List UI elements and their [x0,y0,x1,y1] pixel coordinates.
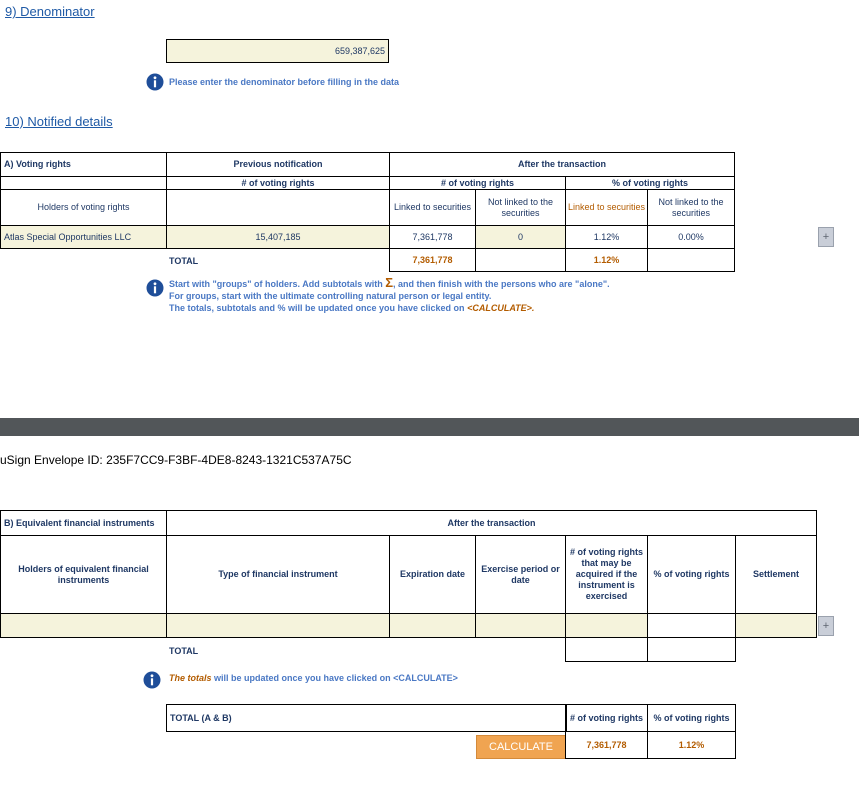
linked-header: Linked to securities [389,189,476,226]
total-ab-pct-value: 1.12% [647,731,736,759]
total-ab-label: TOTAL (A & B) [166,704,567,732]
equivalent-instruments-label: B) Equivalent financial instruments [0,510,167,536]
pct-linked-header: Linked to securities [565,189,648,226]
prev-voting-rights-cell[interactable]: 15,407,185 [166,225,390,249]
b-holder-input[interactable] [0,613,167,638]
b-type-input[interactable] [166,613,390,638]
section-10-title: 10) Notified details [5,114,113,129]
holders-header: Holders of voting rights [0,189,167,226]
linked-voting-rights-cell: 7,361,778 [389,225,476,249]
b-note-text: will be updated once you have clicked on <CALCULATE> [214,673,458,683]
sigma-icon: Σ [385,275,394,290]
b-holders-header: Holders of equivalent financial instruments [0,535,167,614]
b-pct-vr-header: % of voting rights [647,535,736,614]
pct-linked-cell: 1.12% [565,225,648,249]
note-line3-a: The totals, subtotals and % will be updated once you have clicked on [169,303,465,313]
info-icon [146,73,164,91]
total-ab-num-header: # of voting rights [565,704,648,732]
b-acquirable-input[interactable] [565,613,648,638]
instructions-note [169,277,610,314]
note-line2: For groups, start with the ultimate controlling natural person or legal entity. [169,291,492,301]
info-icon [146,279,164,297]
settlement-header: Settlement [735,535,817,614]
total-linked-cell: 7,361,778 [389,248,476,272]
total-pct-linked-cell: 1.12% [565,248,648,272]
b-expiry-input[interactable] [389,613,476,638]
b-exercise-input[interactable] [475,613,566,638]
section-9-title: 9) Denominator [5,4,95,19]
pct-not-linked-header: Not linked to the securities [647,189,735,226]
add-row-button[interactable]: + [818,227,834,247]
prev-num-vr-header: # of voting rights [166,176,390,190]
denominator-note: Please enter the denominator before filling in the data [169,77,400,87]
total-not-linked-cell [475,248,566,272]
calculate-button[interactable]: CALCULATE [476,735,566,759]
total-ab-num-value: 7,361,778 [565,731,648,759]
exercise-period-header: Exercise period or date [475,535,566,614]
b-pct-cell [647,613,736,638]
calculate-ref: <CALCULATE>. [467,303,535,313]
expiration-date-header: Expiration date [389,535,476,614]
b-totals-note [169,672,458,684]
prev-empty-header [166,189,390,226]
not-linked-voting-rights-cell[interactable]: 0 [475,225,566,249]
holder-name-cell[interactable]: Atlas Special Opportunities LLC [0,225,167,249]
pct-not-linked-cell: 0.00% [647,225,735,249]
after-num-vr-header: # of voting rights [389,176,566,190]
previous-notification-header: Previous notification [166,152,390,177]
b-total-acquirable-cell [565,637,648,662]
note-line1-b: , and then finish with the persons who are "alone". [393,279,610,289]
after-transaction-header: After the transaction [389,152,735,177]
page-separator [0,418,859,436]
add-row-button[interactable]: + [818,616,834,636]
voting-rights-label: A) Voting rights [0,152,167,177]
instrument-type-header: Type of financial instrument [166,535,390,614]
b-settlement-input[interactable] [735,613,817,638]
denominator-input[interactable]: 659,387,625 [166,39,389,63]
b-after-transaction-header: After the transaction [166,510,817,536]
after-pct-vr-header: % of voting rights [565,176,735,190]
acquirable-vr-header: # of voting rights that may be acquired if the instrument is exercised [565,535,648,614]
envelope-id: uSign Envelope ID: 235F7CC9-F3BF-4DE8-8243-1321C537A75C [0,453,352,467]
totals-word: The totals [169,673,212,683]
b-total-pct-cell [647,637,736,662]
header-spacer [0,176,167,190]
total-ab-pct-header: % of voting rights [647,704,736,732]
total-label: TOTAL [169,256,199,266]
note-line1-a: Start with "groups" of holders. Add subtotals with [169,279,383,289]
info-icon [143,671,161,689]
not-linked-header: Not linked to the securities [475,189,566,226]
total-pct-not-linked-cell [647,248,735,272]
b-total-label: TOTAL [169,646,199,656]
